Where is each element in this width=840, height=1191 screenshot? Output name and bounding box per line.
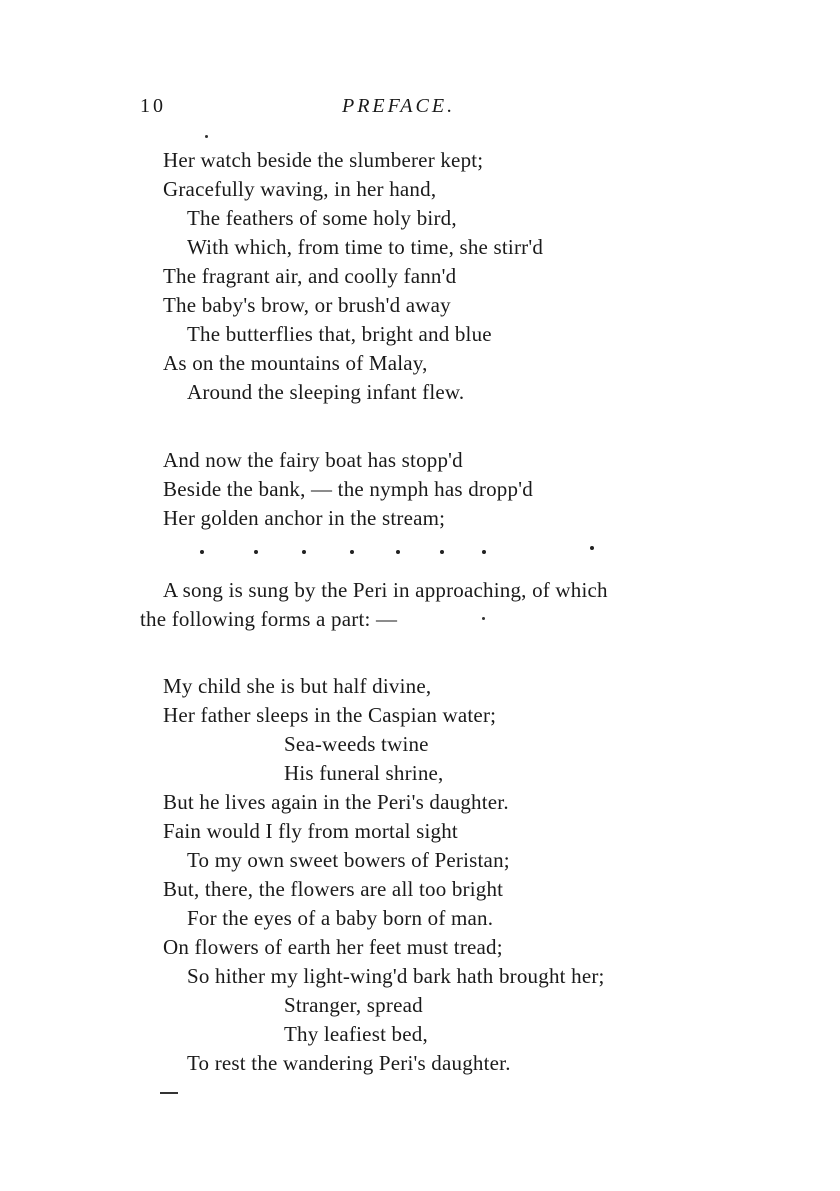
song-line: So hither my light-wing'd bark hath brought her; [187, 964, 605, 988]
omission-dots [198, 544, 598, 564]
song-line: Fain would I fly from mortal sight [163, 819, 458, 843]
verse-line: Gracefully waving, in her hand, [163, 177, 437, 201]
end-rule [160, 1092, 178, 1094]
running-head: PREFACE. [342, 95, 456, 117]
ink-speck [482, 617, 485, 620]
verse-line: Around the sleeping infant flew. [187, 380, 465, 404]
verse-line: The fragrant air, and coolly fann'd [163, 264, 457, 288]
song-line: His funeral shrine, [284, 761, 444, 785]
prose-line: the following forms a part: — [140, 607, 398, 631]
verse-line: And now the fairy boat has stopp'd [163, 448, 463, 472]
song-line: On flowers of earth her feet must tread; [163, 935, 503, 959]
verse-line: Her watch beside the slumberer kept; [163, 148, 484, 172]
verse-line: As on the mountains of Malay, [163, 351, 428, 375]
verse-line: The feathers of some holy bird, [187, 206, 457, 230]
verse-line: The butterflies that, bright and blue [187, 322, 492, 346]
song-line: To my own sweet bowers of Peristan; [187, 848, 510, 872]
song-line: For the eyes of a baby born of man. [187, 906, 494, 930]
song-line: Stranger, spread [284, 993, 423, 1017]
prose-line: A song is sung by the Peri in approaching, of which [163, 578, 608, 602]
song-line: Her father sleeps in the Caspian water; [163, 703, 497, 727]
page-number: 10 [140, 95, 166, 117]
song-line: My child she is but half divine, [163, 674, 432, 698]
song-line: But, there, the flowers are all too bright [163, 877, 504, 901]
verse-line: Beside the bank, — the nymph has dropp'd [163, 477, 533, 501]
verse-line: The baby's brow, or brush'd away [163, 293, 451, 317]
song-line: To rest the wandering Peri's daughter. [187, 1051, 511, 1075]
ink-speck [205, 135, 208, 138]
verse-line: Her golden anchor in the stream; [163, 506, 446, 530]
song-line: But he lives again in the Peri's daughter. [163, 790, 509, 814]
verse-line: With which, from time to time, she stirr'd [187, 235, 544, 259]
song-line: Sea-weeds twine [284, 732, 429, 756]
song-line: Thy leafiest bed, [284, 1022, 428, 1046]
